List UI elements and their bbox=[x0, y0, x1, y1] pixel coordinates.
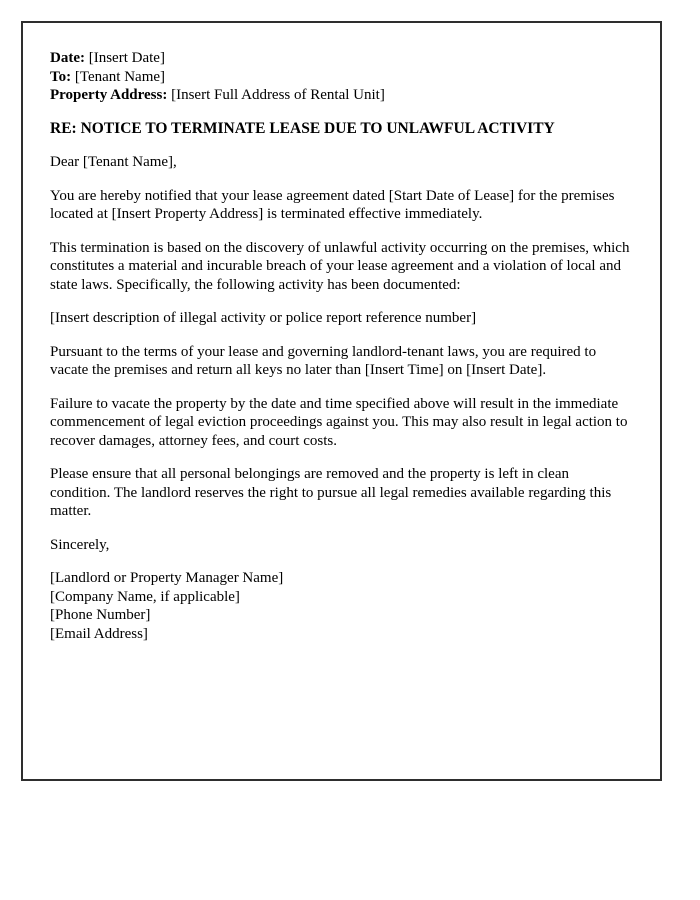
letter-frame bbox=[21, 21, 662, 781]
property-address-label: Property Address: bbox=[50, 87, 168, 103]
date-line bbox=[50, 49, 631, 68]
to-line bbox=[50, 68, 631, 87]
subject-line: RE: NOTICE TO TERMINATE LEASE DUE TO UNLAWFUL ACTIVITY bbox=[50, 119, 555, 137]
paragraph-belongings: Please ensure that all personal belongings are removed and the property is left in clean condition. The landlord reserves the right to pursue all legal remedies available regarding this matter. bbox=[50, 466, 612, 519]
signature-name: [Landlord or Property Manager Name] bbox=[50, 570, 284, 586]
to-label: To: bbox=[50, 68, 72, 85]
paragraph-vacate-requirement: Pursuant to the terms of your lease and governing landlord-tenant laws, you are required to vacate the premises and return all keys no later than [Insert Time] on [Insert Date]. bbox=[50, 343, 597, 378]
signature-block bbox=[50, 569, 631, 643]
date-label: Date: bbox=[50, 50, 85, 66]
closing: Sincerely, bbox=[50, 536, 110, 553]
paragraph-notice: You are hereby notified that your lease agreement dated [Start Date of Lease] for the premises located at [Insert Property Address] is terminated effective immediately. bbox=[50, 187, 615, 222]
signature-phone: [Phone Number] bbox=[50, 607, 151, 623]
recipient-block bbox=[50, 68, 631, 105]
paragraph-activity-placeholder: [Insert description of illegal activity or police report reference number] bbox=[50, 310, 477, 326]
paragraph-basis: This termination is based on the discovery of unlawful activity occurring on the premises, which constitutes a material and incurable breach of your lease agreement and a violation of local and state laws. Specifically, the following activity has been documented: bbox=[50, 239, 630, 293]
salutation: Dear [Tenant Name], bbox=[50, 154, 177, 170]
date-value: [Insert Date] bbox=[88, 50, 165, 66]
property-address-line bbox=[50, 86, 631, 105]
signature-company: [Company Name, if applicable] bbox=[50, 588, 240, 605]
to-value: [Tenant Name] bbox=[74, 68, 166, 85]
letter-content bbox=[50, 49, 631, 643]
signature-email: [Email Address] bbox=[50, 625, 148, 642]
paragraph-failure-consequences: Failure to vacate the property by the date and time specified above will result in the immediate commencement of legal eviction proceedings against you. This may also result in legal action to recover damages, attorney fees, and court costs. bbox=[50, 395, 628, 449]
property-address-value: [Insert Full Address of Rental Unit] bbox=[171, 87, 385, 103]
